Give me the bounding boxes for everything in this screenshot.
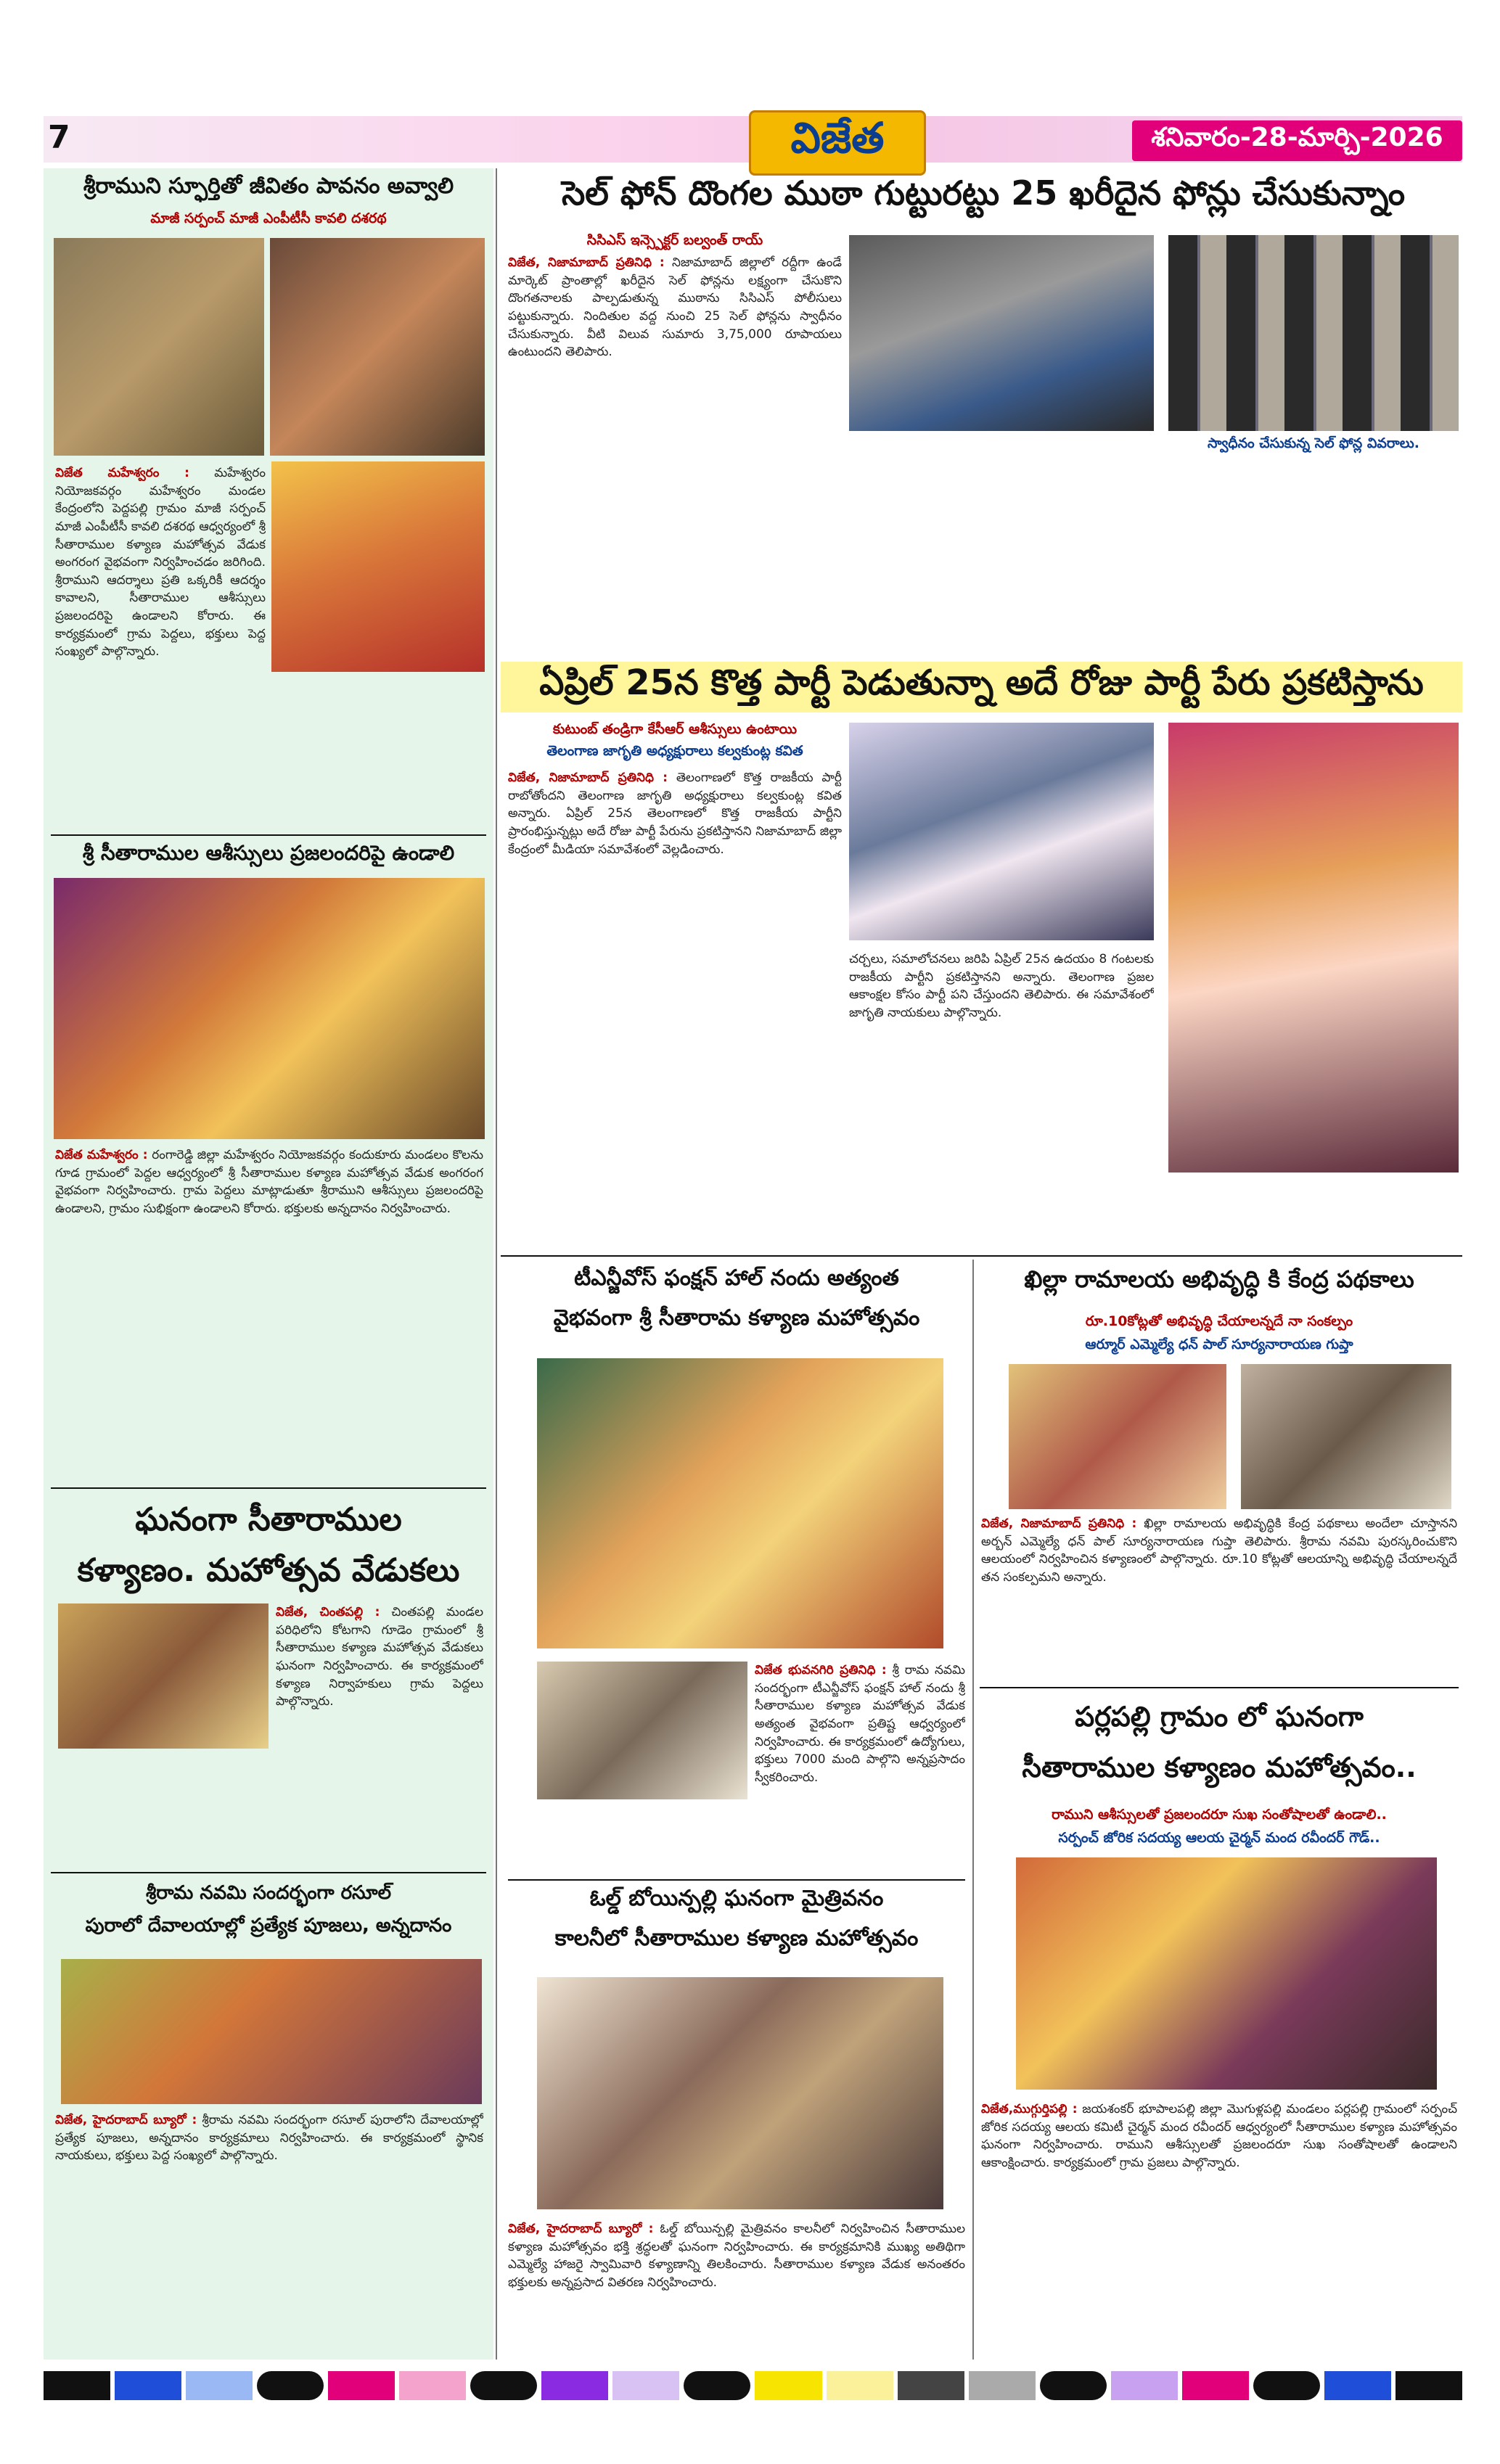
khilla-story-photo-2: [1241, 1364, 1451, 1509]
oldboinpally-headline-1: ఓల్డ్ బోయిన్పల్లి ఘనంగా మైత్రివనం: [589, 1886, 884, 1911]
parlapalli-headline-2: సీతారాముల కళ్యాణం మహోత్సవం..: [1022, 1752, 1417, 1783]
top-story-body-continued: [849, 457, 1459, 653]
oldboinpally-photo: [537, 1977, 943, 2209]
party-story-body-2: చర్చలు, సమాలోచనలు జరిపి ఏప్రిల్ 25న ఉదయం 8 గంటలకు రాజకీయ పార్టీని ప్రకటిస్తానని అన్నారు. తెలంగాణ ప్రజల ఆకాంక్షల కోసం పార్టీ పని చేస్తుందని తెలిపారు. ఈ సమావేశంలో జాగృతి నాయకులు పాల్గొన్నారు.: [849, 952, 1154, 1020]
top-story-sub: సిసిఎస్ ఇన్స్పెక్టర్ బల్వంత్ రాయ్: [586, 232, 763, 248]
left-story-4-headline-1: శ్రీరామ నవమి సందర్భంగా రసూల్: [145, 1882, 392, 1904]
divider: [508, 1879, 965, 1881]
top-story-photo-caption: స్వాధీనం చేసుకున్న సెల్ ఫోన్ల వివరాలు.: [1208, 435, 1419, 451]
top-story-body: నిజామాబాద్ జిల్లాలో రద్దీగా ఉండే మార్కెట్ ప్రాంతాల్లో ఖరీదైన సెల్ ఫోన్లను లక్ష్యంగా చేసుకొని దొంగతనాలకు పాల్పడుతున్న ముఠాను సిసిఎస్ పోలీసులు పట్టుకున్నారు. నిందితుల వద్ద నుంచి 25 సెల్ ఫోన్లను స్వాధీనం చేసుకున్నారు. వీటి విలువ సుమారు 3,75,000 రూపాయలు ఉంటుందని తెలిపారు.: [508, 255, 842, 360]
khilla-story-sub-1: రూ.10కోట్లతో అభివృద్ధి చేయాలన్నదే నా సంకల్పం: [1085, 1313, 1353, 1329]
left-story-4-body: శ్రీరామ నవమి సందర్భంగా రసూల్ పురాలోని దేవాలయాల్లో ప్రత్యేక పూజలు, అన్నదానం కార్యక్రమాలు నిర్వహించారు. ఈ కార్యక్రమంలో స్థానిక నాయకులు, భక్తులు పెద్ద సంఖ్యలో పాల్గొన్నారు.: [55, 2113, 483, 2164]
oldboinpally-dateline: విజేత, హైదరాబాద్ బ్యూరో :: [508, 2222, 654, 2236]
party-story-photo-kavitha: [1168, 723, 1459, 1173]
oldboinpally-body: ఓల్డ్ బోయిన్పల్లి మైత్రివనం కాలనీలో నిర్వహించిన సీతారాముల కళ్యాణ మహోత్సవం భక్తి శ్రద్ధలతో ఘనంగా నిర్వహించారు. ఈ కార్యక్రమానికి ముఖ్య అతిథిగా ఎమ్మెల్యే హాజరై స్వామివారి కళ్యాణాన్ని తిలకించారు. సీతారాముల కళ్యాణ వేడుక అనంతరం భక్తులకు అన్నప్రసాద వితరణ నిర్వహించారు.: [508, 2222, 965, 2290]
left-story-3-headline-1: ఘనంగా సీతారాముల: [135, 1501, 402, 1538]
left-story-2-headline: శ్రీ సీతారాముల ఆశీస్సులు ప్రజలందరిపై ఉండాలి: [82, 841, 455, 865]
function-story-headline-2: వైభవంగా శ్రీ సీతారామ కళ్యాణ మహోత్సవం: [553, 1305, 920, 1331]
column-divider: [496, 168, 497, 2360]
left-story-2-dateline: విజేత మహేశ్వరం :: [55, 1148, 148, 1162]
left-story-4-photo: [61, 1959, 482, 2104]
divider: [51, 1487, 486, 1489]
issue-date: శనివారం-28-మార్చి-2026: [1132, 120, 1462, 161]
khilla-story-dateline: విజేత, నిజామాబాద్ ప్రతినిధి :: [981, 1516, 1137, 1531]
parlapalli-sub-2: సర్పంచ్ జోరిక సదయ్య ఆలయ చైర్మన్ మంద రవీందర్ గౌడ్..: [1058, 1830, 1380, 1846]
left-story-1-headline: శ్రీరాముని స్ఫూర్తితో జీవితం పావనం అవ్వాలి: [83, 173, 454, 199]
top-story-photo-phones: [1168, 235, 1459, 431]
left-story-2-photo: [54, 878, 485, 1139]
top-story-headline: సెల్ ఫోన్ దొంగల ముఠా గుట్టురట్టు 25 ఖరీదైన ఫోన్లు చేసుకున్నాం: [561, 173, 1406, 213]
newspaper-logo: విజేత: [749, 110, 926, 176]
parlapalli-headline-1: పర్లపల్లి గ్రామం లో ఘనంగా: [1075, 1701, 1364, 1733]
khilla-story-sub-2: ఆర్మూర్ ఎమ్మెల్యే ధన్ పాల్ సూర్యనారాయణ గుప్తా: [1085, 1336, 1353, 1352]
left-story-1-photo-crowd: [54, 238, 264, 456]
left-story-3-headline-2: కళ్యాణం. మహోత్సవ వేడుకలు: [77, 1552, 460, 1589]
party-story-body: తెలంగాణలో కొత్త రాజకీయ పార్టీ రాబోతోందని తెలంగాణ జాగృతి అధ్యక్షురాలు కల్వకుంట్ల కవిత అన్నారు. ఏప్రిల్ 25న తెలంగాణలో కొత్త రాజకీయ పార్టీని ప్రారంభిస్తున్నట్లు అదే రోజు పార్టీ పేరును ప్రకటిస్తానని నిజామాబాద్ జిల్లా కేంద్రంలో మీడియా సమావేశంలో వెల్లడించారు.: [508, 771, 842, 857]
parlapalli-dateline: విజేత,ముగ్గుర్తిపల్లి :: [981, 2102, 1078, 2116]
party-story-dateline: విజేత, నిజామాబాద్ ప్రతినిధి :: [508, 771, 668, 785]
divider: [51, 834, 486, 836]
print-color-bar: [44, 2371, 1462, 2400]
left-story-3-photo: [58, 1603, 269, 1749]
left-story-3-dateline: విజేత, చింతపల్లి :: [276, 1605, 380, 1619]
party-story-sub-2: తెలంగాణ జాగృతి అధ్యక్షురాలు కల్వకుంట్ల కవిత: [546, 743, 803, 759]
parlapalli-sub-1: రాముని ఆశీస్సులతో ప్రజలందరూ సుఖ సంతోషాలతో ఉండాలి..: [1052, 1807, 1387, 1823]
left-story-1-dateline: విజేత మహేశ్వరం :: [55, 466, 189, 480]
oldboinpally-headline-2: కాలనీలో సీతారాముల కళ్యాణ మహోత్సవం: [554, 1926, 919, 1951]
function-story-photo-main: [537, 1358, 943, 1648]
parlapalli-body: జయశంకర్ భూపాలపల్లి జిల్లా మొగుళ్లపల్లి మండలం పర్లపల్లి గ్రామంలో సర్పంచ్ జోరిక సదయ్య ఆలయ కమిటీ చైర్మన్ మంద రవీందర్ ఆధ్వర్యంలో సీతారాముల కళ్యాణ మహోత్సవం ఘనంగా నిర్వహించారు. రాముని ఆశీస్సులతో ప్రజలందరూ సుఖ సంతోషాలతో ఉండాలని ఆకాంక్షించారు. కార్యక్రమంలో గ్రామ ప్రజలు పాల్గొన్నారు.: [981, 2102, 1457, 2170]
function-story-photo-group: [537, 1662, 747, 1799]
khilla-story-body: ఖిల్లా రామాలయ అభివృద్ధికి కేంద్ర పథకాలు అందేలా చూస్తానని అర్బన్ ఎమ్మెల్యే ధన్ పాల్ సూర్యనారాయణ గుప్తా తెలిపారు. శ్రీరామ నవమి పురస్కరించుకొని ఆలయంలో నిర్వహించిన కళ్యాణంలో పాల్గొన్నారు. రూ.10 కోట్లతో ఆలయాన్ని అభివృద్ధి చేయాలన్నదే తన సంకల్పమని అన్నారు.: [981, 1516, 1457, 1585]
divider: [501, 1255, 1462, 1257]
function-story-body: శ్రీ రామ నవమి సందర్భంగా టీఎన్జీవోస్ ఫంక్షన్ హాల్ నందు శ్రీ సీతారాముల కళ్యాణ మహోత్సవ వేడుక అత్యంత వైభవంగా ప్రతిష్ట ఆధ్వర్యంలో నిర్వహించారు. ఈ కార్యక్రమంలో ఉద్యోగులు, భక్తులు 7000 మంది పాల్గొని అన్నప్రసాదం స్వీకరించారు.: [755, 1663, 965, 1785]
top-story-photo-police: [849, 235, 1154, 431]
function-story-dateline: విజేత భువనగిరి ప్రతినిధి :: [755, 1663, 887, 1677]
parlapalli-photo: [1016, 1857, 1437, 2090]
left-story-1-photo-crowd-2: [270, 238, 485, 456]
column-divider: [972, 1260, 974, 2360]
left-story-1-body: మహేశ్వరం నియోజకవర్గం మహేశ్వరం మండల కేంద్రంలోని పెద్దపల్లి గ్రామం మాజీ సర్పంచ్ మాజీ ఎంపీటీసీ కావలి దశరథ ఆధ్వర్యంలో శ్రీ సీతారాముల కళ్యాణ మహోత్సవ వేడుక అంగరంగ వైభవంగా నిర్వహించడం జరిగింది. శ్రీరాముని ఆదర్శాలు ప్రతి ఒక్కరికీ ఆదర్శం కావాలని, సీతారాముల ఆశీస్సులు ప్రజలందరిపై ఉండాలని కోరారు. ఈ కార్యక్రమంలో గ్రామ పెద్దలు, భక్తులు పెద్ద సంఖ్యలో పాల్గొన్నారు.: [55, 466, 266, 660]
left-story-4-dateline: విజేత, హైదరాబాద్ బ్యూరో :: [55, 2113, 197, 2127]
khilla-story-headline: ఖిల్లా రామాలయ అభివృద్ధి కి కేంద్ర పథకాలు: [1024, 1265, 1414, 1293]
party-story-sub-1: కుటుంబ్ తండ్రిగా కేసీఆర్ ఆశీస్సులు ఉంటాయి: [552, 721, 798, 737]
left-story-2-body: రంగారెడ్డి జిల్లా మహేశ్వరం నియోజకవర్గం కందుకూరు మండలం కొలను గూడ గ్రామంలో పెద్దల ఆధ్వర్యంలో శ్రీ సీతారాముల కళ్యాణ మహోత్సవ వేడుక అంగరంగ వైభవంగా నిర్వహించారు. గ్రామ పెద్దలు మాట్లాడుతూ శ్రీరాముని ఆశీస్సులు ప్రజలందరిపై ఉండాలని, గ్రామం సుభిక్షంగా ఉండాలని కోరారు. భక్తులకు అన్నదానం నిర్వహించారు.: [55, 1148, 483, 1216]
left-story-1-sub: మాజీ సర్పంచ్ మాజీ ఎంపీటీసీ కావలి దశరథ: [150, 210, 387, 226]
party-banner-headline: ఏప్రిల్ 25న కొత్త పార్టీ పెడుతున్నా అదే రోజు పార్టీ పేరు ప్రకటిస్తాను: [501, 662, 1462, 712]
khilla-story-photo-1: [1009, 1364, 1226, 1509]
left-story-3-body: చింతపల్లి మండల పరిధిలోని కోటగాని గూడెం గ్రామంలో శ్రీ సీతారాముల కళ్యాణ మహోత్సవ వేడుకలు ఘనంగా నిర్వహించారు. ఈ కార్యక్రమంలో కళ్యాణ నిర్వాహకులు గ్రామ పెద్దలు పాల్గొన్నారు.: [276, 1605, 483, 1709]
party-story-photo-press: [849, 723, 1154, 940]
divider: [980, 1687, 1459, 1688]
left-story-1-photo-ritual: [271, 461, 485, 672]
function-story-headline-1: టీఎన్జీవోస్ ఫంక్షన్ హాల్ నందు అత్యంత: [574, 1265, 899, 1291]
divider: [51, 1872, 486, 1873]
page-number: 7: [48, 119, 70, 156]
left-story-4-headline-2: పురాలో దేవాలయాల్లో ప్రత్యేక పూజలు, అన్నదానం: [85, 1915, 452, 1937]
top-story-dateline: విజేత, నిజామాబాద్ ప్రతినిధి :: [508, 255, 665, 270]
